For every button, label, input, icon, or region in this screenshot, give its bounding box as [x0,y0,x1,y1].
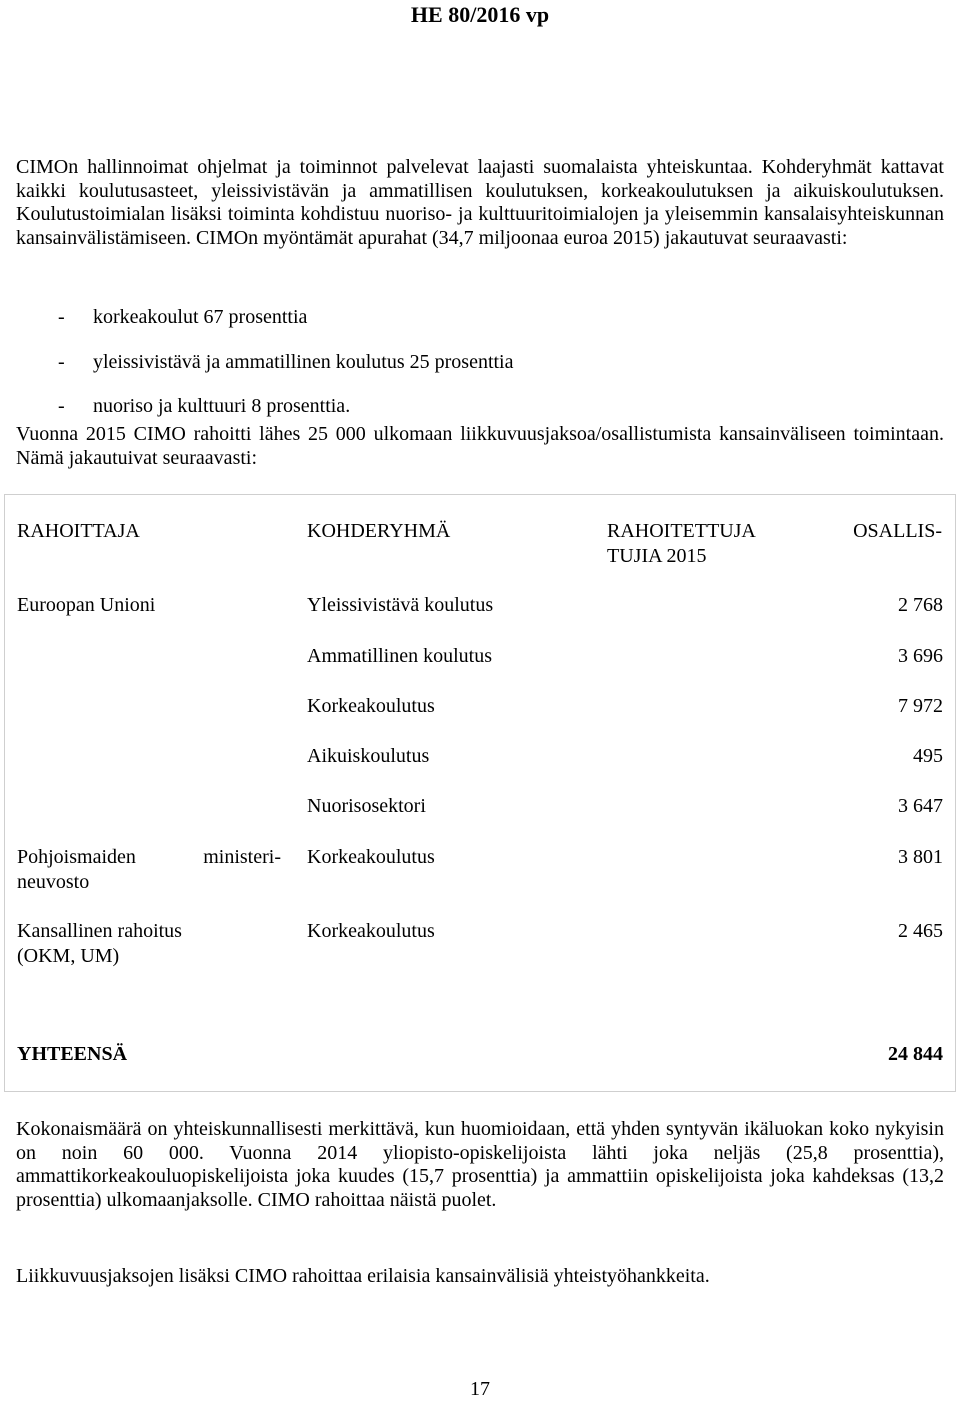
count-cell: 2 768 [898,594,943,616]
funder-cell-line2: (OKM, UM) [17,945,120,967]
document-header: HE 80/2016 vp [410,2,550,27]
target-cell: Aikuiskoulutus [307,745,430,767]
target-cell: Korkeakoulutus [307,920,435,942]
funder-cell-line2: neuvosto [17,871,90,893]
total-value: 24 844 [888,1043,943,1065]
count-cell: 7 972 [898,695,943,717]
intro-paragraph: CIMOn hallinnoimat ohjelmat ja toiminnot palvelevat laajasti suomalaista yhteiskuntaa. Kohderyhmät kattavat kaikki koulutusasteet, yleissivistävän ja ammatillisen koulutuksen, korkeakoulutuksen ja aikuiskoulutuksen. Koulutustoimialan lisäksi toiminta kohdistuu nuoriso- ja kulttuuritoimialojen ja yleisemmin kansalaisyhteiskunnan kansainvälistämiseen. CIMOn myöntämät apurahat (34,7 miljoonaa euroa 2015) jakautuvat seuraavasti: [16,156,944,249]
target-cell: Nuorisosektori [307,795,426,817]
total-label: YHTEENSÄ [17,1043,128,1065]
projects-paragraph: Liikkuvuusjaksojen lisäksi CIMO rahoittaa erilaisia kansainvälisiä yhteistyöhankkeita. [16,1265,710,1287]
funding-table [4,494,956,1092]
summary-paragraph: Kokonaismäärä on yhteiskunnallisesti merkittävä, kun huomioidaan, että yhden syntyvän ikäluokan koko nykyisin on noin 60 000. Vuonna 2014 yliopisto-opiskelijoista lähti joka neljäs (25,8 prosenttia), ammattikorkeakouluopiskelijoista joka kuudes (15,7 prosenttia) ja ammattiin opiskelijoista joka kahdeksas (13,2 prosenttia) ulkomaanjaksolle. CIMO rahoittaa näistä puolet. [16,1118,944,1211]
list-item-text: korkeakoulut 67 prosenttia [93,306,308,328]
mobility-paragraph: Vuonna 2015 CIMO rahoitti lähes 25 000 ulkomaan liikkuvuusjaksoa/osallistumista kansainväliseen toimintaan. Nämä jakautuivat seuraavasti: [16,423,944,469]
funder-cell: Euroopan Unioni [17,594,156,616]
page-number: 17 [470,1378,490,1400]
list-item-text: yleissivistävä ja ammatillinen koulutus 25 prosenttia [93,350,514,373]
header-count-part3: TUJIA 2015 [607,545,707,567]
funder-cell-line1: Pohjoismaiden ministeri- [17,846,281,868]
list-dash: - [58,395,65,417]
header-count-part1: RAHOITETTUJA [607,520,756,542]
funder-cell-line1: Kansallinen rahoitus [17,920,182,942]
target-cell: Ammatillinen koulutus [307,645,492,667]
list-dash: - [58,350,65,373]
header-count-part2: OSALLIS- [853,520,942,542]
list-dash: - [58,306,65,328]
header-target: KOHDERYHMÄ [307,520,451,542]
count-cell: 3 647 [898,795,943,817]
count-cell: 3 696 [898,645,943,667]
list-item-text: nuoriso ja kulttuuri 8 prosenttia. [93,395,351,417]
target-cell: Korkeakoulutus [307,695,435,717]
count-cell: 495 [913,745,943,767]
count-cell: 2 465 [898,920,943,942]
target-cell: Yleissivistävä koulutus [307,594,494,616]
count-cell: 3 801 [898,846,943,868]
header-funder: RAHOITTAJA [17,520,140,542]
target-cell: Korkeakoulutus [307,846,435,868]
